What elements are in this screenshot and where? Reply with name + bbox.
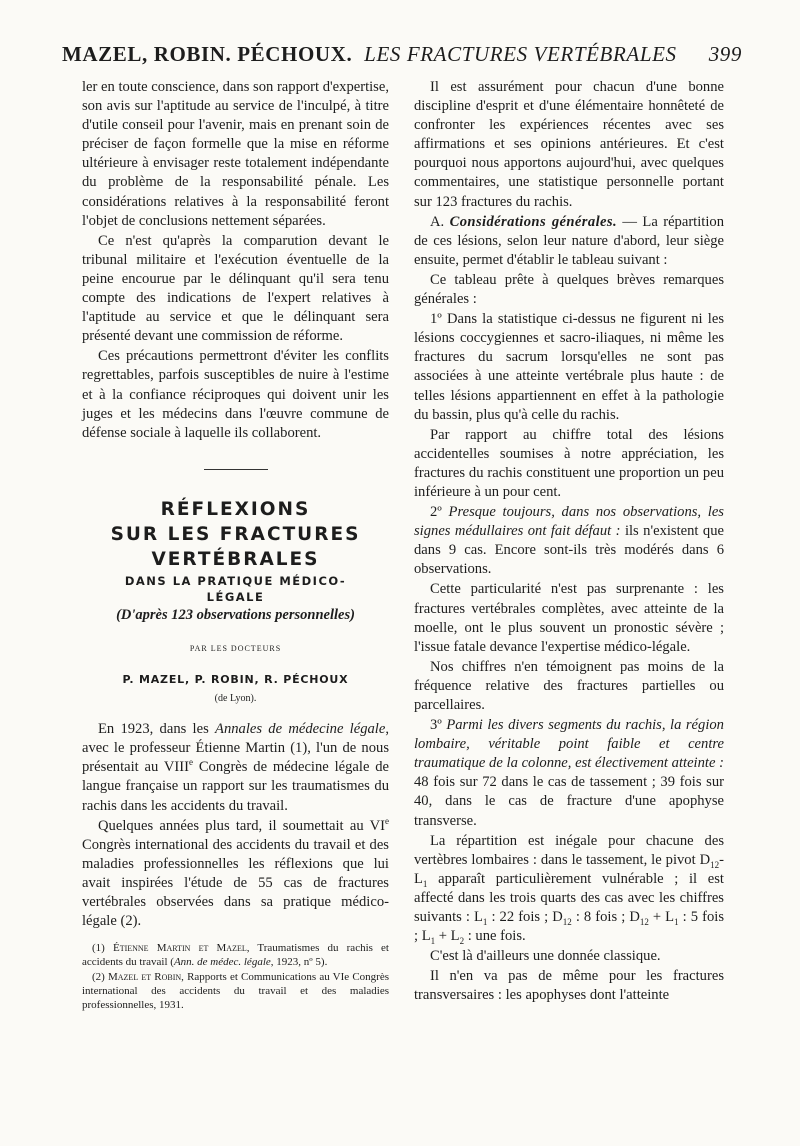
paragraph: Il n'en va pas de même pour les fractures transversaires : les apophyses dont l'atteinte bbox=[414, 968, 724, 1004]
paragraph: Nos chiffres n'en témoignent pas moins de la fréquence relative des fractures partielles ou parcellaires. bbox=[414, 658, 724, 713]
paragraph: Par rapport au chiffre total des lésions accidentelles soumises à notre appréciation, les fractures du rachis constituent une proportion un peu inférieure à un pour cent. bbox=[414, 426, 724, 500]
byline-affiliation: (de Lyon). bbox=[214, 693, 257, 705]
paragraph: Cette particularité n'est pas surprenante : les fractures vertébrales complètes, avec atteinte de la moelle, ont le plus souvent un pronostic sévère ; l'issue fatale devance l'expertise médico-légale. bbox=[414, 581, 724, 655]
running-head-authors: MAZEL, ROBIN. PÉCHOUX. bbox=[62, 42, 353, 66]
article-note: (D'après 123 observations personnelles) bbox=[116, 606, 355, 623]
running-head bbox=[62, 42, 742, 67]
footnote: (2) Mazel et Robin, Rapports et Communications au VIe Congrès international des accidents du travail et des maladies professionnelles, 1931. bbox=[82, 971, 389, 1012]
section-heading: Considérations générales. bbox=[449, 213, 618, 230]
paragraph: A. Considérations générales. — La répartition de ces lésions, selon leur nature d'abord, leur siège ensuite, permet d'établir le tableau suivant : bbox=[414, 213, 724, 268]
page-number: 399 bbox=[708, 42, 742, 66]
paragraph: ler en toute conscience, dans son rapport d'expertise, son avis sur l'aptitude au service de l'inculpé, à titre d'utile conseil pour l'avenir, mais en prenant soin de préciser de façon formelle que la mise en réforme ultérieure à envisager reste totalement indépendante du problème de la responsabilité pénale. Les considérations relatives à la responsabilité feront l'objet de conclusions nettement séparées. bbox=[82, 79, 389, 229]
byline-prefix: PAR LES DOCTEURS bbox=[189, 643, 282, 653]
paragraph: 1º Dans la statistique ci-dessus ne figurent ni les lésions coccygiennes et sacro-iliaques, ni même les fractures du sacrum lorsqu'elles ne sont pas associées à une atteinte vertébrale plus haute : de telles lésions appartiennent en effet à la pathologie du bassin, plus qu'à celle du rachis. bbox=[414, 311, 724, 423]
article-subtitle-line: LÉGALE bbox=[206, 589, 265, 604]
footnotes bbox=[82, 941, 389, 1012]
paragraph: 2º Presque toujours, dans nos observations, les signes médullaires ont fait défaut : ils n'existent que dans 9 cas. Encore sont-ils très modérés dans 6 observations. bbox=[414, 504, 724, 578]
paragraph: Quelques années plus tard, il soumettait au VIe Congrès international des accidents du travail et des maladies professionnelles les réflexions que lui avait inspirées l'étude de 55 cas de fractures vertébrales observées dans sa pratique médico-légale (2). bbox=[82, 815, 389, 930]
article-subtitle-line: DANS LA PRATIQUE MÉDICO- bbox=[124, 573, 347, 588]
running-head-title: LES FRACTURES VERTÉBRALES bbox=[364, 42, 677, 66]
footnote: (1) Étienne Martin et Mazel, Traumatismes du rachis et accidents du travail (Ann. de médec. légale, 1923, nº 5). bbox=[82, 942, 389, 969]
paragraph: Il est assurément pour chacun d'une bonne discipline d'esprit et d'une élémentaire honnêteté de confronter les expériences récentes avec ses affirmations et ses opinions antérieures. Et c'est pourquoi nous apportons aujourd'hui, avec quelques commentaires, une statistique personnelle portant sur 123 fractures du rachis. bbox=[414, 79, 724, 210]
paragraph: En 1923, dans les Annales de médecine légale, avec le professeur Étienne Martin (1), l'un de nous présentait au VIIIe Congrès de médecine légale de langue française un rapport sur les traumatismes du rachis dans les accidents du travail. bbox=[82, 721, 390, 814]
paragraph: 3º Parmi les divers segments du rachis, la région lombaire, véritable point faible et centre traumatique de la colonne, est électivement atteinte : 48 fois sur 72 dans le cas de tassement ; 39 fois sur 40, dans le cas de fracture d'une apophyse transverse. bbox=[414, 717, 724, 829]
article-title-line: RÉFLEXIONS bbox=[160, 498, 311, 520]
paragraph: La répartition est inégale pour chacune des vertèbres lombaires : dans le tassement, le pivot $D_{12}-L_1$ apparaît particulièrement vulnérable ; il est affecté dans les trois quarts des cas avec les chiffres suivants : $L_1$ : 22 fois ; $D_{12}$ : 8 fois ; $D_{12} + L_1$ : 5 fois ; $L_1 + L_2$ : une fois. bbox=[414, 832, 724, 947]
paragraph: Ce tableau prête à quelques brèves remarques générales : bbox=[414, 271, 724, 308]
paragraph: Ce n'est qu'après la comparution devant le tribunal militaire et l'exécution éventuelle de la peine encourue par le délinquant qu'il sera tenu compte des indications de l'expert relatives à l'aptitude au service et que le délinquant sera présenté devant une commission de réforme. bbox=[82, 232, 389, 345]
section-divider bbox=[204, 469, 268, 470]
byline-authors: P. MAZEL, P. ROBIN, R. PÉCHOUX bbox=[122, 672, 349, 686]
right-column bbox=[414, 78, 724, 1006]
article-title-line: VERTÉBRALES bbox=[151, 548, 320, 570]
paragraph: C'est là d'ailleurs une donnée classique. bbox=[430, 948, 661, 965]
paragraph: Ces précautions permettront d'éviter les conflits regrettables, parfois susceptibles de nuire à l'estime et à la confiance réciproques qui doivent unir les juges et les médecins dans l'œuvre commune de défense sociale à laquelle ils collaborent. bbox=[82, 348, 389, 441]
left-column bbox=[82, 78, 389, 1012]
article-title-line: SUR LES FRACTURES bbox=[110, 523, 361, 545]
